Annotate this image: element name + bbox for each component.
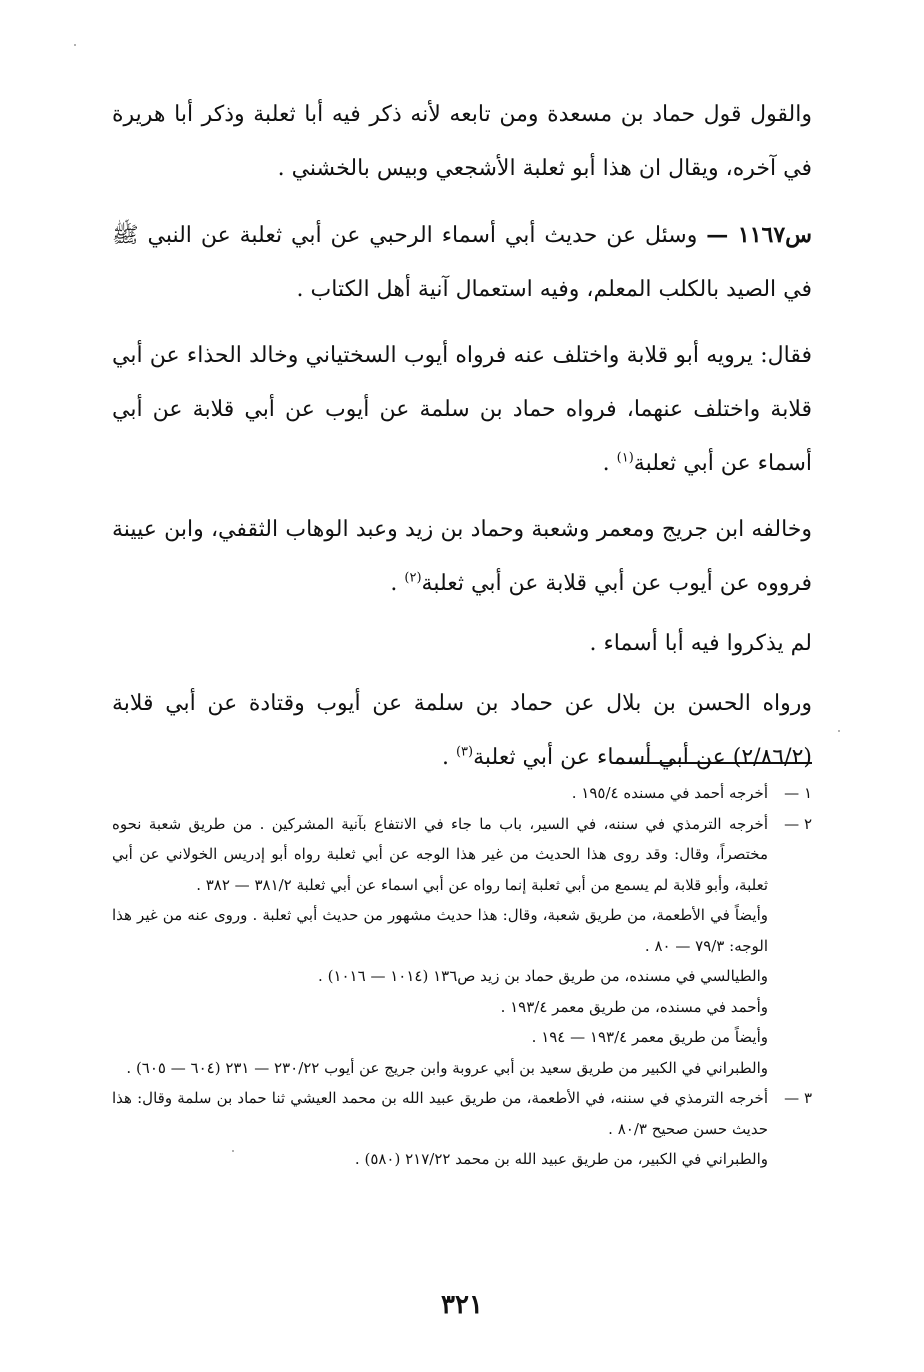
footnote-text: أخرجه الترمذي في سننه، في السير، باب ما جاء في الانتفاع بآنية المشركين . من طريق شعبة نحوه مختصراً، وقال: وقد روى هذا الحديث من غير هذا الوجه عن أبي ثعلبة رواه أبو إدريس الخولاني عن أبي ثعلبة، وأبو قلابة لم يسمع من أبي ثعلبة إنما رواه عن أبي اسماء عن أبي ثعلبة ٣٨١/٢ — ٣٨٢ . وأيضاً في الأطعمة، من طريق شعبة، وقال: هذا حديث مشهور من حديث أبي ثعلبة . وروى عنه من غير هذا الوجه: ٧٩/٣ — ٨٠ . والطيالسي في مسنده، من طريق حماد بن زيد ص١٣٦ (١٠١٤ — ١٠١٦) . وأحمد في مسنده، من طريق معمر ١٩٣/٤ . وأيضاً من طريق معمر ١٩٣/٤ — ١٩٤ . والطبراني في الكبير من طريق سعيد بن أبي عروبة وابن جريج عن أيوب ٢٣٠/٢٢ — ٢٣١ (٦٠٤ — ٦٠٥) . bbox=[112, 814, 768, 1077]
scan-speck bbox=[232, 1150, 234, 1152]
footnote-number: ١ — bbox=[784, 784, 812, 802]
scan-speck bbox=[74, 44, 76, 46]
footnote-ref-3: (٣) bbox=[455, 744, 474, 760]
paragraph-1: والقول قول حماد بن مسعدة ومن تابعه لأنه ذكر فيه أبا ثعلبة وذكر أبا هريرة في آخره، ويقال ان هذا أبو ثعلبة الأشجعي وبيس بالخشني . bbox=[112, 102, 812, 181]
main-text bbox=[112, 88, 812, 797]
footnote-separator bbox=[616, 762, 812, 764]
footnote-2 bbox=[112, 809, 812, 1084]
paragraph-answer: فقال: يرويه أبو قلابة واختلف عنه فرواه أيوب السختياني وخالد الحذاء عن أبي قلابة واختلف عنهما، فرواه حماد بن سلمة عن أيوب عن أبي قلابة عن أبي أسماء عن أبي ثعلبة$^{(١)}$ . bbox=[112, 343, 812, 476]
footnote-number: ٢ — bbox=[784, 814, 812, 833]
footnote-ref-2: (٢) bbox=[404, 570, 422, 586]
footnote-1 bbox=[112, 778, 812, 809]
footnote-text: أخرجه الترمذي في سننه، في الأطعمة، من طريق عبيد الله بن محمد العيشي ثنا حماد بن سلمة وقال: هذا حديث حسن صحيح ٨٠/٣ . والطبراني في الكبير، من طريق عبيد الله بن محمد ٢١٧/٢٢ (٥٨٠) . bbox=[112, 1089, 768, 1168]
paragraph-question: س١١٦٧ — وسئل عن حديث أبي أسماء الرحبي عن أبي ثعلبة عن النبي ﷺ في الصيد بالكلب المعلم، وفيه استعمال آنية أهل الكتاب . bbox=[112, 222, 812, 302]
paragraph-dissent: وخالفه ابن جريج ومعمر وشعبة وحماد بن زيد وعبد الوهاب الثقفي، وابن عيينة فرووه عن أيوب عن أبي قلابة عن أبي ثعلبة$^{(٢)}$ . bbox=[112, 517, 812, 596]
footnote-number: ٣ — bbox=[784, 1089, 812, 1107]
footnotes bbox=[112, 778, 812, 1175]
footnote-ref-1: (١) bbox=[616, 450, 634, 466]
paragraph-omission: لم يذكروا فيه أبا أسماء . bbox=[589, 631, 812, 656]
paragraph-variant: ورواه الحسن بن بلال عن حماد بن سلمة عن أيوب وقتادة عن أبي قلابة (٢/٨٦/٢) عن أبي أسماء عن أبي ثعلبة$^{(٣)}$ . bbox=[112, 691, 812, 770]
footnote-text: أخرجه أحمد في مسنده ١٩٥/٤ . bbox=[571, 784, 768, 802]
question-label: س١١٦٧ — bbox=[706, 222, 812, 248]
scan-speck bbox=[838, 730, 840, 732]
footnote-3 bbox=[112, 1083, 812, 1175]
page-number: ٣٢١ bbox=[441, 1290, 483, 1320]
